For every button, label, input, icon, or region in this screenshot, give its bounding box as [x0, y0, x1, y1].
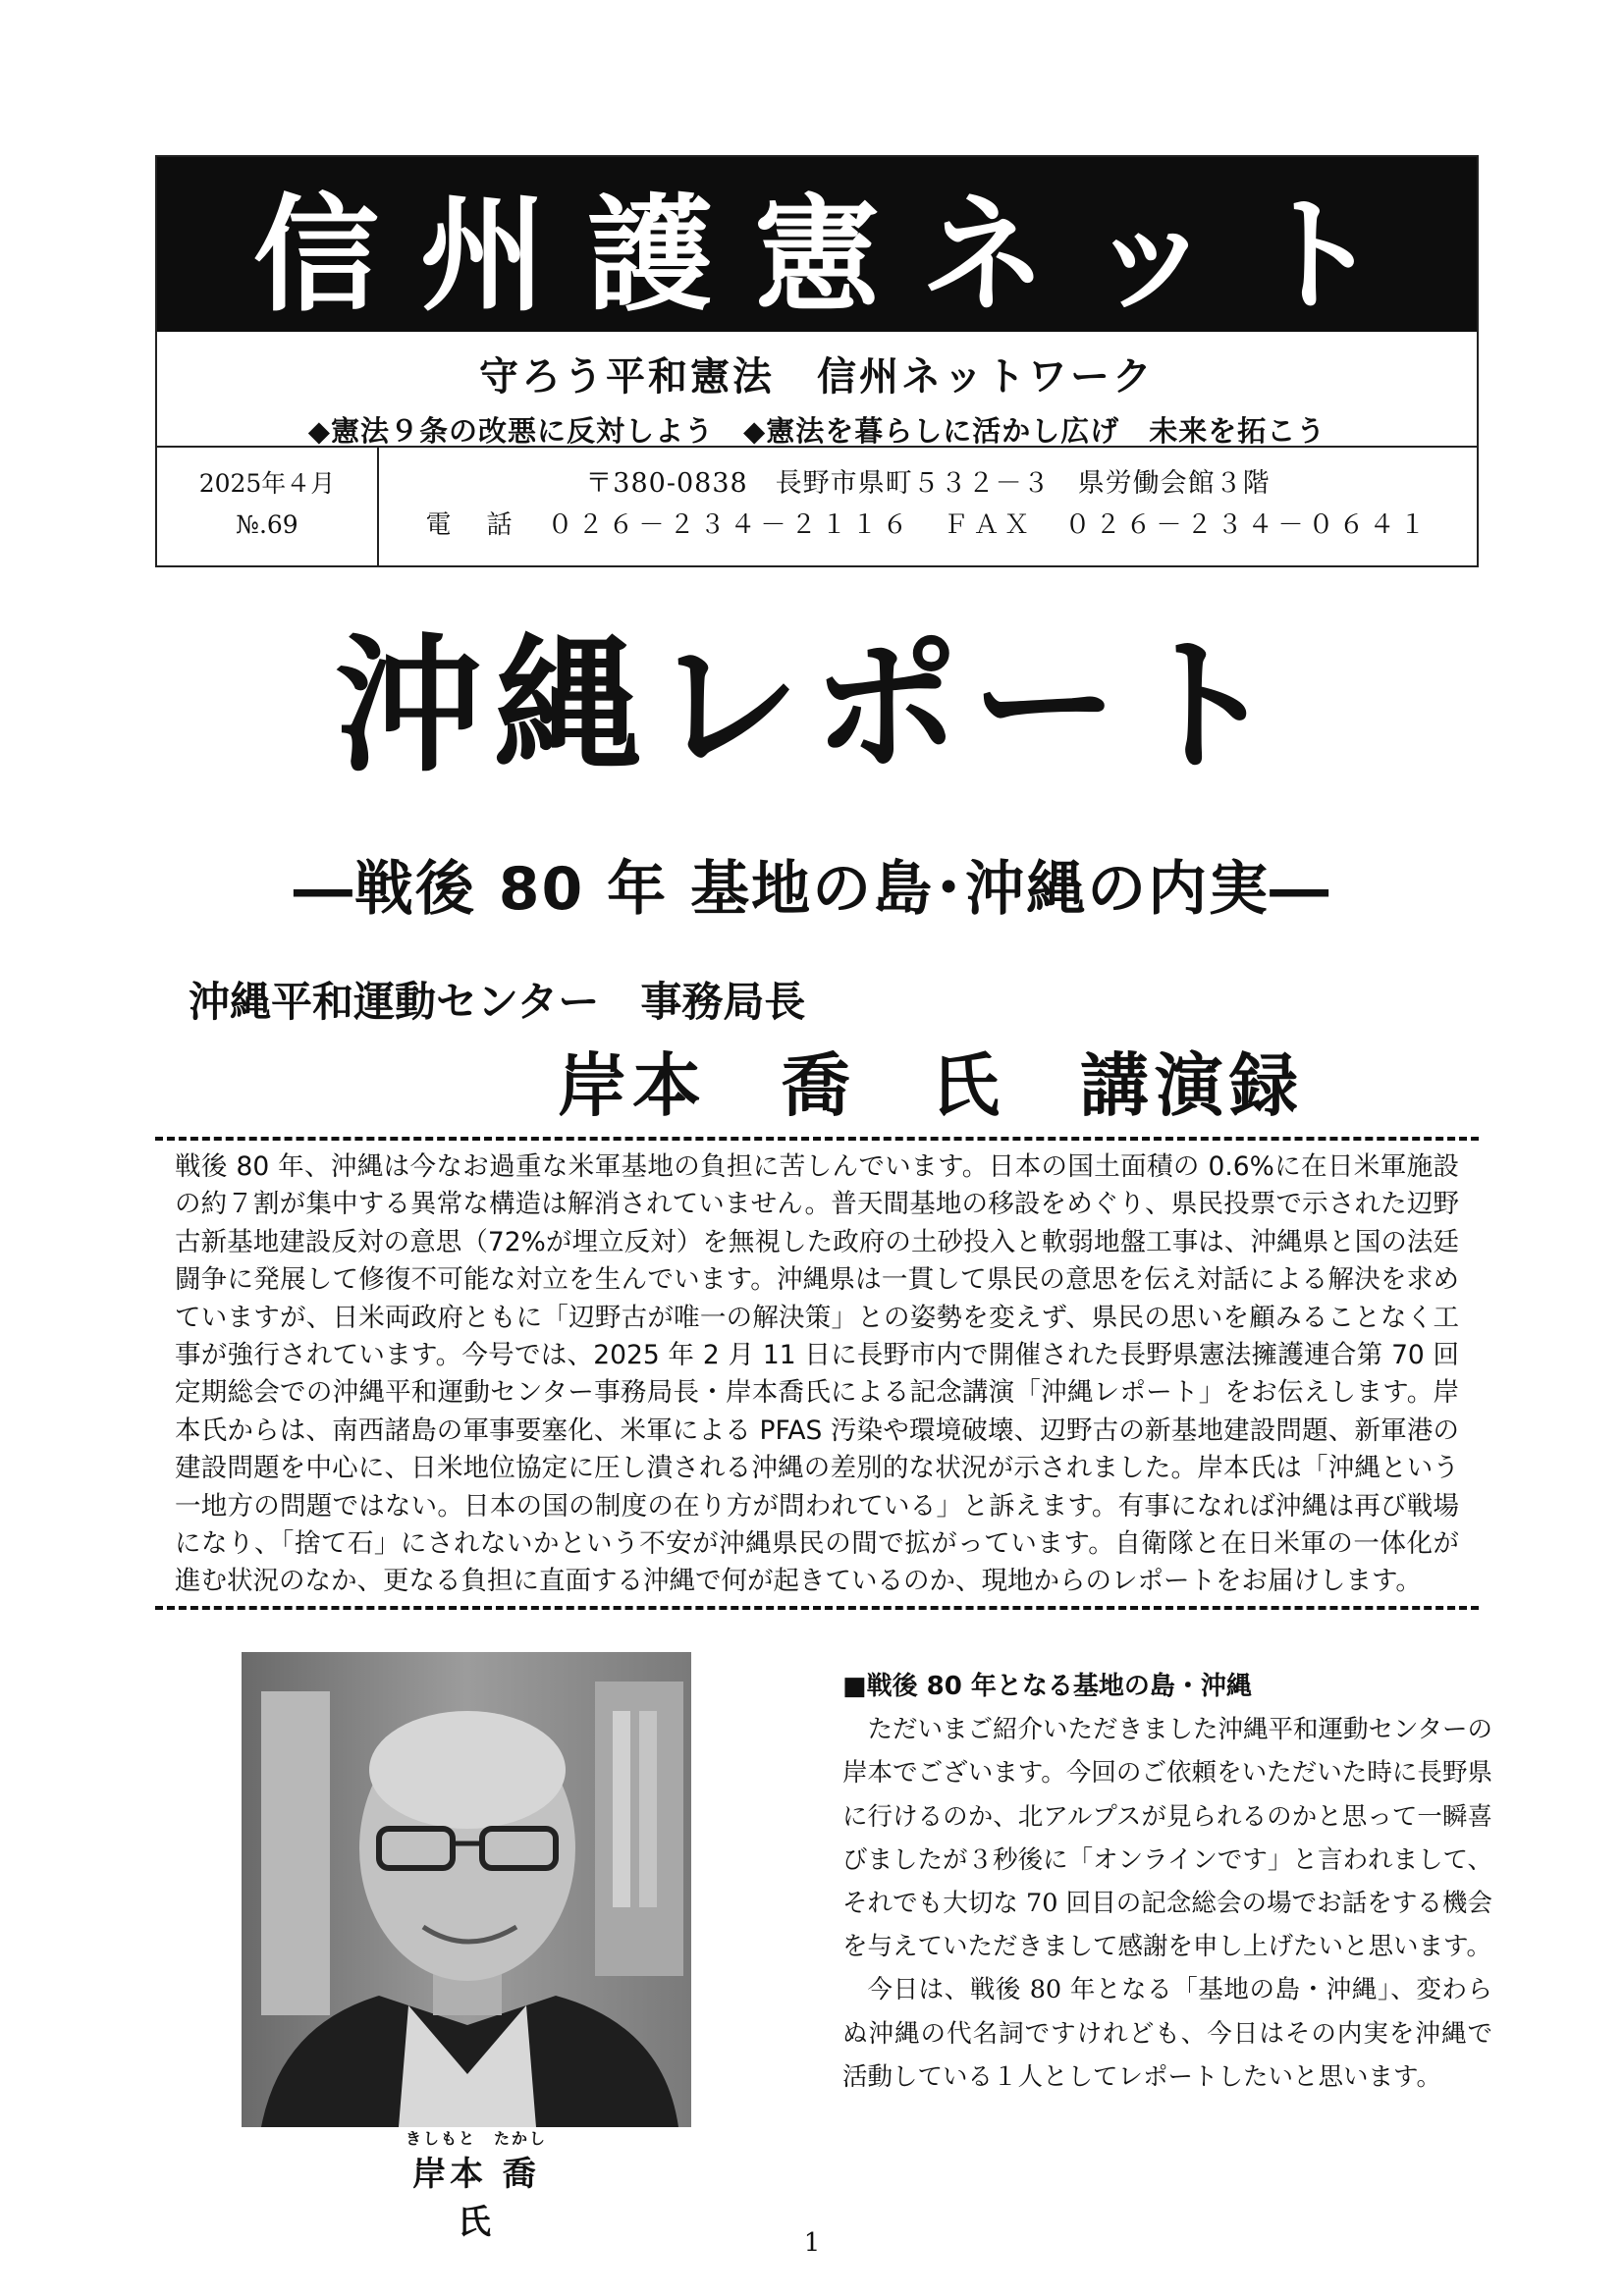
- issue-info: [157, 448, 379, 565]
- masthead-subtitle-block: [157, 332, 1477, 448]
- masthead-info: [157, 448, 1477, 565]
- photo-caption: [393, 2126, 560, 2243]
- newsletter-slogan: ◆憲法９条の改悪に反対しよう ◆憲法を暮らしに活かし広げ 未来を拓こう: [307, 414, 1326, 448]
- speaker-portrait-icon: [242, 1652, 691, 2127]
- section-heading: ■戦後 80 年となる基地の島・沖縄: [842, 1672, 1252, 1701]
- speaker-photo: [242, 1652, 691, 2127]
- article-subtitle: ―戦後 80 年 基地の島･沖縄の内実―: [293, 855, 1331, 924]
- address: 〒380-0838 長野市県町５３２－３ 県労働会館３階: [585, 468, 1271, 499]
- article-title: 沖縄レポート: [334, 621, 1289, 792]
- masthead: [155, 155, 1479, 567]
- page-number: 1: [803, 2228, 821, 2258]
- lead-paragraph: 戦後 80 年、沖縄は今なお過重な米軍基地の負担に苦しんでいます。日本の国土面積の 0.6%に在日米軍施設の約７割が集中する異常な構造は解消されていません。普天間基地の移設をめぐり、県民投票で示された辺野古新基地建設反対の意思（72%が埋立反対）を無視した政府の土砂投入と軟弱地盤工事は、沖縄県と国の法廷闘争に発展して修復不可能な対立を生んでいます。沖縄県は一貫して県民の意思を伝え対話による解決を求めていますが、日米両政府ともに「辺野古が唯一の解決策」との姿勢を変えず、県民の思いを顧みることなく工事が強行されています。今号では、2025 年 2 月 11 日に長野市内で開催された長野県憲法擁護連合第 70 回定期総会での沖縄平和運動センター事務局長・岸本喬氏による記念講演「沖縄レポート」をお伝えします。岸本氏からは、南西諸島の軍事要塞化、米軍による PFAS 汚染や環境破壊、辺野古の新基地建設問題、新軍港の建設問題を中心に、日米地位協定に圧し潰される沖縄の差別的な状況が示されました。岸本氏は「沖縄という一地方の問題ではない。日本の国の制度の在り方が問われている」と訴えます。有事になれば沖縄は再び戦場になり、「捨て石」にされないかという不安が沖縄県民の間で拡がっています。自衛隊と在日米軍の一体化が進む状況のなか、更なる負担に直面する沖縄で何が起きているのか、現地からのレポートをお届けします。: [155, 1137, 1479, 1610]
- speaker-name: 岸本 喬 氏 講演録: [558, 1045, 1304, 1126]
- newsletter-subtitle: 守ろう平和憲法 信州ネットワーク: [479, 354, 1155, 400]
- issue-date: 2025年４月: [198, 469, 336, 498]
- body-paragraph: 今日は、戦後 80 年となる「基地の島・沖縄」、変わらぬ沖縄の代名詞ですけれども、今日はその内実を沖縄で活動している１人としてレポートしたいと思います。: [842, 1975, 1492, 2092]
- photo-caption-ruby: きしもと たかし: [405, 2129, 547, 2148]
- newsletter-title: 信州護憲ネット: [157, 157, 1477, 332]
- phone-fax: 電 話 ０２６－２３４－２１１６ ＦＡＸ ０２６－２３４－０６４１: [425, 510, 1431, 540]
- photo-caption-name: 岸本 喬 氏: [412, 2155, 540, 2242]
- issue-number: №.69: [236, 510, 298, 539]
- speaker-organization: 沖縄平和運動センター 事務局長: [189, 978, 806, 1026]
- contact-info: [379, 448, 1477, 565]
- article-body: [842, 1665, 1492, 2099]
- body-paragraph: ただいまご紹介いただきました沖縄平和運動センターの岸本でございます。今回のご依頼をいただいた時に長野県に行けるのか、北アルプスが見られるのかと思って一瞬喜びましたが３秒後に「オンラインです」と言われまして、それでも大切な 70 回目の記念総会の場でお話をする機会を与えていただきまして感謝を申し上げたいと思います。: [842, 1715, 1492, 1962]
